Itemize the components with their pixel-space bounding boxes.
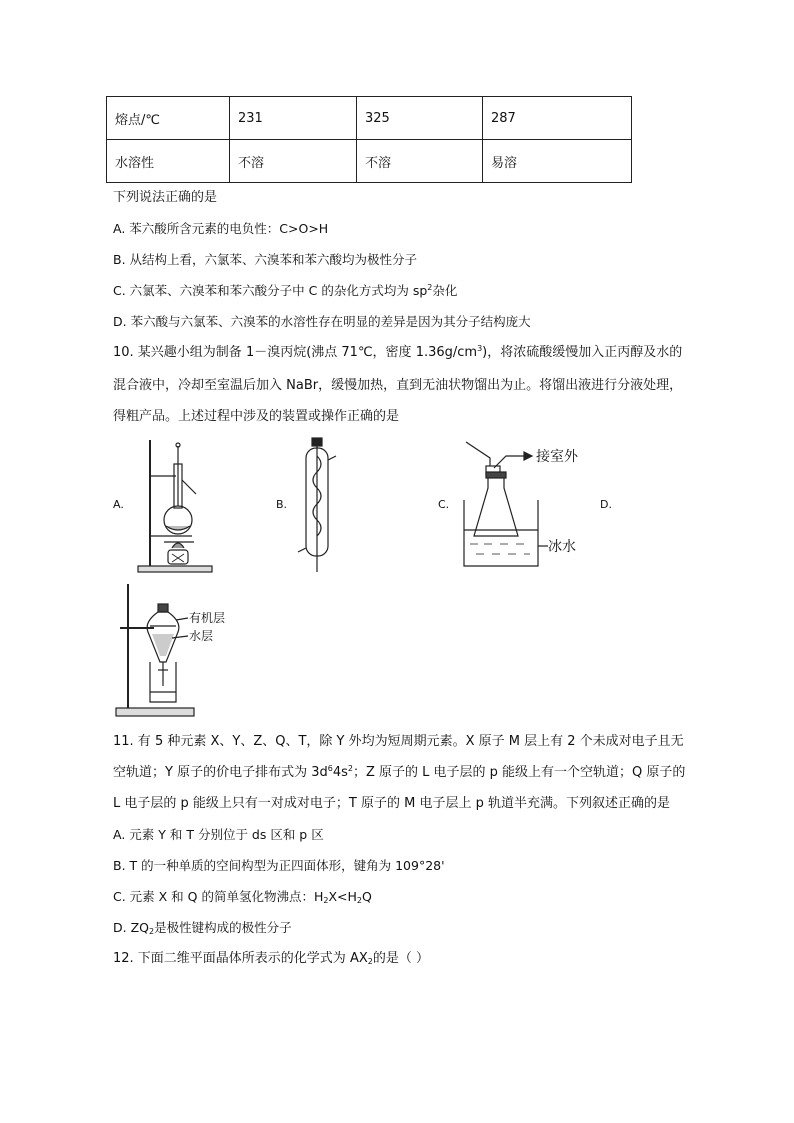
q12-line: 12. 下面二维平面晶体所表示的化学式为 $AX_2$的是（ ） bbox=[113, 951, 429, 966]
choice-label-a: A. bbox=[113, 498, 124, 511]
table-cell: 水溶性 bbox=[107, 140, 230, 183]
q11-line-2: 空轨道；Y 原子的价电子排布式为 $3d^64s^2$；Z 原子的 L 电子层的 p 能级上有一个空轨道；Q 原子的 bbox=[113, 764, 686, 780]
q11-option-d: D. $ZQ_2$是极性键构成的极性分子 bbox=[113, 920, 292, 936]
label-organic-layer: 有机层 bbox=[189, 611, 226, 625]
q11-option-b: B. T 的一种单质的空间构型为正四面体形，键角为 109°28' bbox=[113, 858, 445, 873]
table-cell: 325 bbox=[357, 97, 483, 140]
choice-label-b: B. bbox=[276, 498, 288, 511]
label-ice-water: 冰水 bbox=[548, 539, 576, 555]
q9-option-b: B. 从结构上看，六氯苯、六溴苯和苯六酸均为极性分子 bbox=[113, 252, 418, 267]
q11-option-a: A. 元素 Y 和 T 分别位于 ds 区和 p 区 bbox=[113, 827, 324, 842]
q11-line-3: L 电子层的 p 能级上只有一对成对电子；T 原子的 M 电子层上 p 轨道半充满。下列叙述正确的是 bbox=[113, 796, 670, 811]
table-cell: 熔点/℃ bbox=[107, 97, 230, 140]
label-aqueous-layer: 水层 bbox=[189, 629, 214, 643]
property-table bbox=[106, 96, 632, 183]
q10-line-1: 10. 某兴趣小组为制备 1－溴丙烷(沸点 71℃，密度 $1.36g/cm^3$)，将浓硫酸缓慢加入正丙醇及水的 bbox=[113, 344, 683, 360]
table-row bbox=[107, 140, 632, 183]
table-cell: 287 bbox=[483, 97, 632, 140]
q11-option-c: C. 元素 X 和 Q 的简单氢化物沸点：$H_2X<H_2Q$ bbox=[113, 889, 372, 905]
choice-label-c: C. bbox=[438, 498, 450, 511]
q11-line-1: 11. 有 5 种元素 X、Y、Z、Q、T，除 Y 外均为短周期元素。X 原子 M 层上有 2 个未成对电子且无 bbox=[113, 734, 684, 749]
apparatus-b-figure bbox=[296, 436, 340, 576]
q10-line-2: 混合液中，冷却至室温后加入 NaBr，缓慢加热，直到无油状物馏出为止。将馏出液进行分液处理， bbox=[113, 378, 683, 393]
table-cell: 231 bbox=[230, 97, 357, 140]
q9-prompt: 下列说法正确的是 bbox=[113, 190, 218, 205]
table-cell: 不溶 bbox=[230, 140, 357, 183]
q9-option-c: C. 六氯苯、六溴苯和苯六酸分子中 C 的杂化方式均为 $sp^2$杂化 bbox=[113, 283, 458, 298]
apparatus-a-figure bbox=[136, 436, 216, 576]
table-cell: 易溶 bbox=[483, 140, 632, 183]
apparatus-d-figure bbox=[114, 582, 254, 720]
q10-line-3: 得粗产品。上述过程中涉及的装置或操作正确的是 bbox=[113, 409, 400, 424]
q9-option-d: D. 苯六酸与六氯苯、六溴苯的水溶性存在明显的差异是因为其分子结构庞大 bbox=[113, 314, 531, 329]
table-cell: 不溶 bbox=[357, 140, 483, 183]
table-row bbox=[107, 97, 632, 140]
choice-label-d: D. bbox=[600, 498, 612, 511]
apparatus-c-figure bbox=[460, 436, 620, 571]
label-vent-outdoor: 接室外 bbox=[536, 449, 578, 465]
q9-option-a: A. 苯六酸所含元素的电负性：C>O>H bbox=[113, 221, 329, 236]
